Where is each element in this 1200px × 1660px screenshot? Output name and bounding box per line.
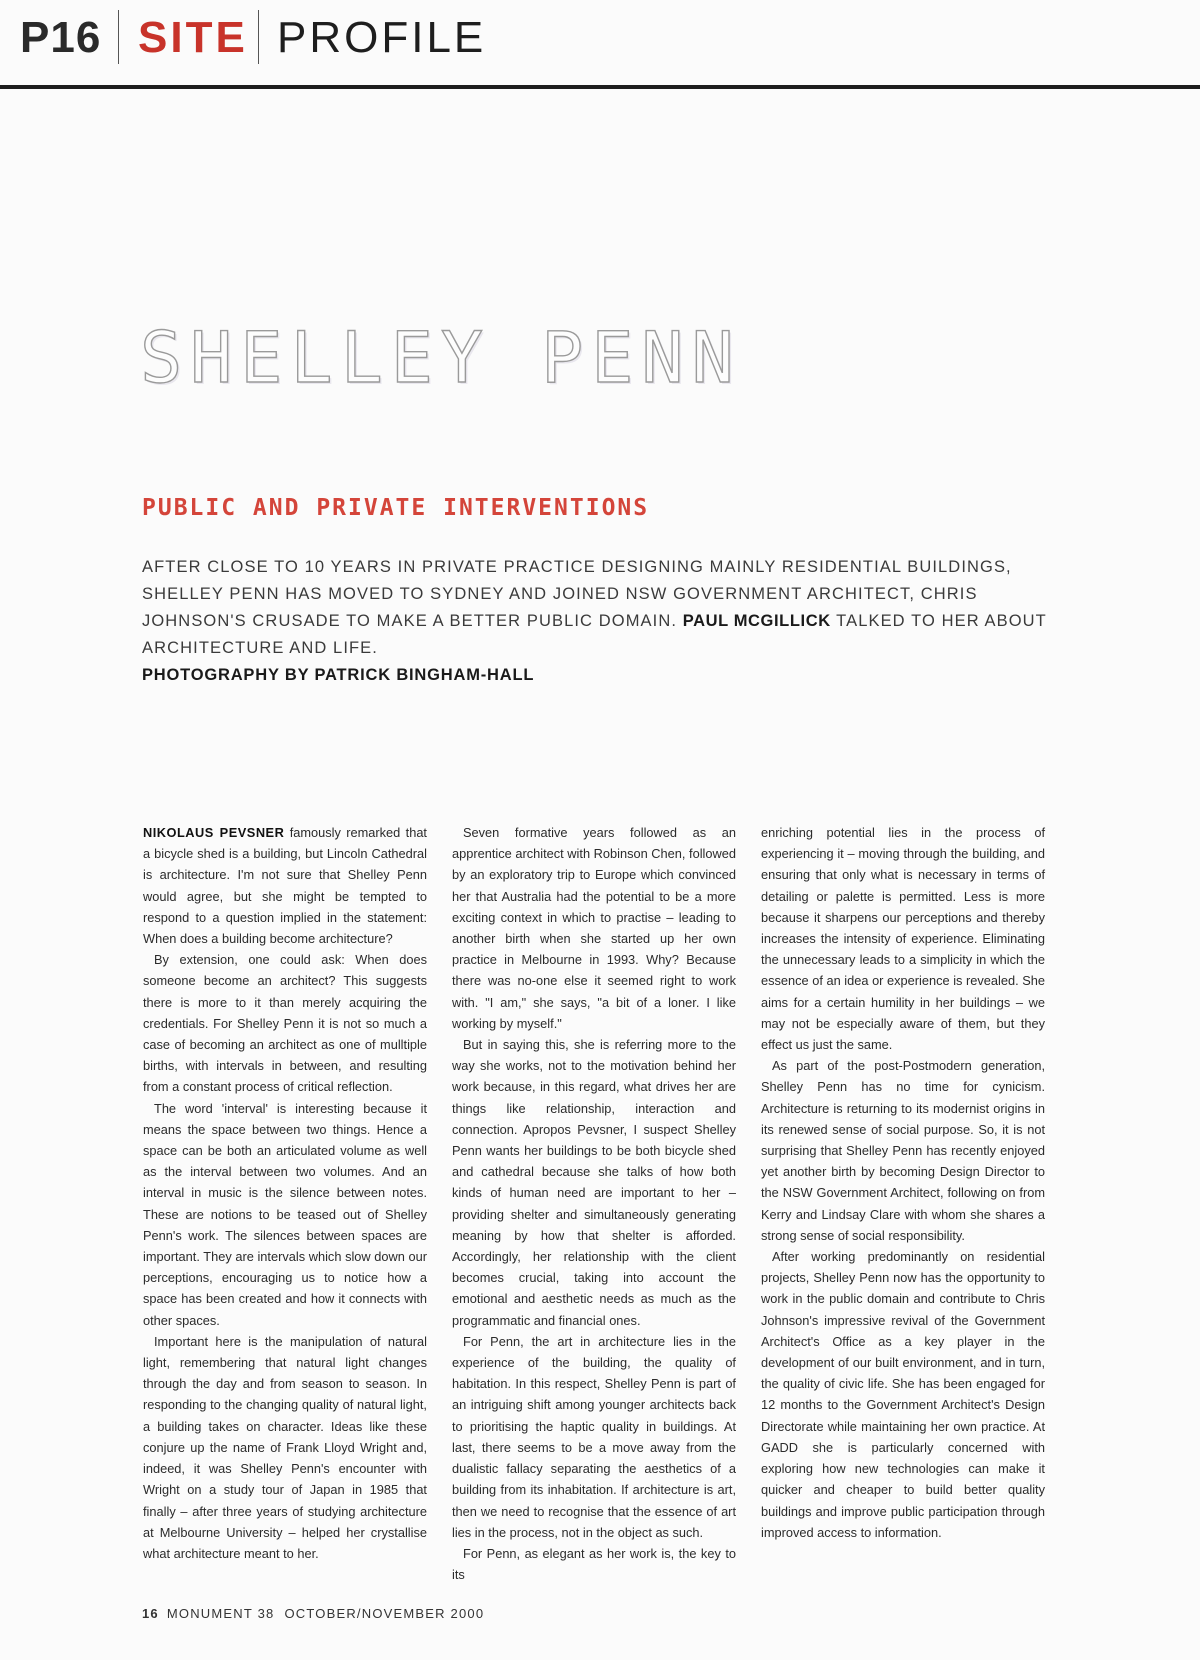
article-title: SHELLEY PENN [140,317,742,399]
paragraph: Seven formative years followed as an apprentice architect with Robinson Chen, followed by an exploratory trip to Europe which convinced her that Australia had the potential to be a more exciting context in which to practise – leading to another birth when she started up her own practice in Melbourne in 1993. Why? Because there was no-one else it seemed right to work with. "I am," she says, "a bit of a loner. I like working by myself." [452,825,736,1031]
footer-page-number: 16 [142,1606,159,1621]
footer-magazine: MONUMENT 38 [166,1606,275,1621]
paragraph: For Penn, the art in architecture lies in the experience of the building, the quality of habitation. In this respect, Shelley Penn is part of an intriguing shift among younger architects back to prioritising the haptic quality in buildings. At last, there seems to be a move away from the dualistic fallacy separating the aesthetics of a building from its inhabitation. If architecture is art, then we need to recognise that the essence of art lies in the process, not in the object as such. [452,1333,736,1540]
intro-text: TALKED TO HER ABOUT ARCHITECTURE AND LIFE. [142,612,1047,657]
paragraph: After working predominantly on residential projects, Shelley Penn now has the opportunity to work in the public domain and contribute to Chris Johnson's impressive revival of the Government Architect's Office as a key player in the development of our built environment, and in turn, the quality of civic life. She has been engaged for 12 months to the Government Architect's Design Directorate while maintaining her own practice. At GADD she is particularly concerned with exploring how new technologies can make it quicker and cheaper to build better quality buildings and improve public participation through improved access to information. [761,1249,1045,1540]
header-rule [0,85,1200,89]
page-footer [142,1606,484,1622]
article-column-3 [761,822,1045,1543]
lead-name: NIKOLAUS PEVSNER [143,825,285,840]
page-header [0,0,1200,86]
category-label: PROFILE [277,13,487,62]
photo-credit: PHOTOGRAPHY BY PATRICK BINGHAM-HALL [142,666,535,684]
article-column-2 [452,822,736,1585]
paragraph: But in saying this, she is referring more to the way she works, not to the motivation behind her work because, in this regard, what drives her are things like relationship, interaction and connection. Apropos Pevsner, I suspect Shelley Penn wants her buildings to be both bicycle shed and cathedral because she talks of how both kinds of human need are important to her – providing shelter and simultaneously generating meaning by how that shelter is afforded. Accordingly, her relationship with the client becomes crucial, taking into account the emotional and aesthetic needs as much as the programmatic and financial ones. [452,1037,736,1328]
paragraph: For Penn, as elegant as her work is, the key to its [452,1545,736,1583]
page-marker: P16 [20,13,102,62]
paragraph: As part of the post-Postmodern generation, Shelley Penn has no time for cynicism. Architecture is returning to its modernist origins in its renewed sense of social purpose. So, it is not surprising that Shelley Penn has recently enjoyed yet another birth by becoming Design Director to the NSW Government Architect, following on from Kerry and Lindsay Clare with whom she shares a strong sense of social responsibility. [761,1058,1045,1243]
paragraph: enriching potential lies in the process of experiencing it – moving through the building, and ensuring that only what is necessary in terms of detailing or palette is permitted. Less is more because it sharpens our perceptions and thereby increases the intensity of experience. Eliminating the unnecessary leads to a simplicity in which the essence of an idea or experience is revealed. She aims for a certain humility in her buildings – we may not be especially aware of them, but they effect us just the same. [761,825,1045,1053]
header-divider [258,10,259,64]
section-label: SITE [138,13,248,62]
intro-text: AFTER CLOSE TO 10 YEARS IN PRIVATE PRACTICE DESIGNING MAINLY RESIDENTIAL BUILDINGS, SHELLEY PENN HAS MOVED TO SYDNEY AND JOINED NSW GOVERNMENT ARCHITECT, CHRIS JOHNSON'S CRUSADE TO MAKE A BETTER PUBLIC DOMAIN. [142,558,1012,630]
article-subtitle: PUBLIC AND PRIVATE INTERVENTIONS [142,495,650,521]
paragraph [143,822,427,949]
article-intro [142,554,1062,689]
paragraph: Important here is the manipulation of natural light, remembering that natural light changes through the day and from season to season. In responding to the changing quality of natural light, a building takes on character. Ideas like these conjure up the name of Frank Lloyd Wright and, indeed, it was Shelley Penn's encounter with Wright on a study tour of Japan in 1985 that finally – after three years of studying architecture at Melbourne University – helped her crystallise what architecture meant to her. [143,1333,427,1561]
header-divider [118,10,119,64]
article-column-1 [143,822,427,1564]
intro-author: PAUL MCGILLICK [682,612,831,630]
paragraph: The word 'interval' is interesting because it means the space between two things. Hence a space can be both an articulated volume as well as the interval between two volumes. And an interval in music is the silence between notes. These are notions to be teased out of Shelley Penn's work. The silences between spaces are important. They are intervals which slow down our perceptions, encouraging us to notice how a space has been created and how it connects with other spaces. [143,1100,427,1328]
footer-issue: OCTOBER/NOVEMBER 2000 [284,1606,485,1621]
paragraph-text: famously remarked that a bicycle shed is a building, but Lincoln Cathedral is architecture. I'm not sure that Shelley Penn would agree, but she might be tempted to respond to a question implied in the statement: When does a building become architecture? [143,825,427,947]
paragraph: By extension, one could ask: When does someone become an architect? This suggests there is more to it than merely acquiring the credentials. For Shelley Penn it is not so much a case of becoming an architect as one of mulltiple births, with intervals in between, and resulting from a constant process of critical reflection. [143,952,427,1095]
